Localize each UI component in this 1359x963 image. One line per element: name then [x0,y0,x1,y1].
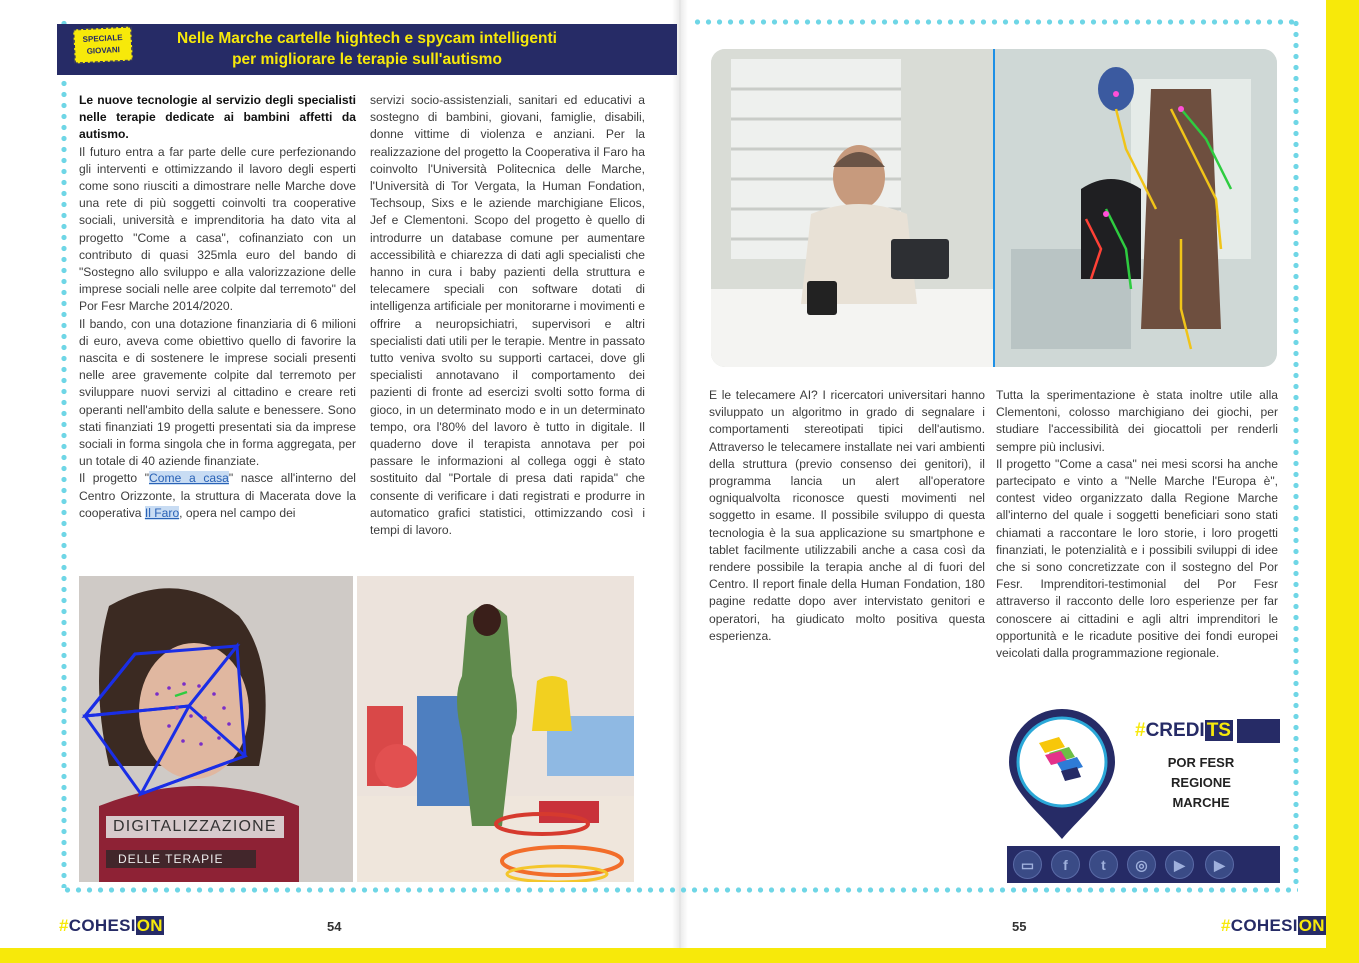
lead-paragraph: Le nuove tecnologie al servizio degli specialisti nelle terapie dedicate ai bambini affetti da autismo. [79,93,356,142]
paragraph: servizi socio-assistenziali, sanitari ed educativi a sostegno di bambini, giovani, famiglie, disabili, donne vittime di violenza e anziani. Per la realizzazione del progetto la Cooperativa il Faro ha coinvolto l'Università Politecnica delle Marche, l'Università di Tor Vergata, la Human Fondation, Techsoup, Sixs e le aziende marchigiane Elicos, Jef e Clementoni. Scopo del progetto è quello di introdurre un database comune per aumentare accessibilità e chiarezza di dati agli specialisti che hanno in cura i baby pazienti della struttura e telecamere speciali con software dotati di intelligenza artificiale per monitorarne i movimenti e offrire a neuropsichiatri, supervisori e altri specialisti dati utili per le terapie. Mentre in passato tutto veniva svolto su supporti cartacei, dove gli specialisti annotavano il comportamento dei pazienti di fronte ad esercizi svolti sotto forma di gioco, in un determinato modo e in un determinato tempo, ora l'80% del lavoro è tutto in digitale. Il quaderno dove il terapista annotava per poi passare le informazioni al collega oggi è stato sostituito dal "Portale di presa dati rapida" che consente di verificare i dati registrati e produrre in automatico grafici statistici, ottimizzando così i tempi di lavoro. [370,93,645,538]
page-number-right: 55 [1012,919,1027,934]
text-run: Il progetto " [79,471,150,486]
credits-location-pin-icon [1007,707,1117,841]
credits-tag [1133,719,1237,743]
title-line-1: Nelle Marche cartelle hightech e spycam intelligenti [177,30,557,47]
paragraph: Il progetto "Come a casa" nei mesi scorsi ha anche partecipato e vinto a "Nelle Marche l'Europa è", contest video organizzato dalla Regione Marche all'interno del quale i soggetti beneficiari sono stati chiamati a raccontare le loro storie, i loro progetti finanziati, le potenzialità e i possibili sviluppi di idee che si sono concretizzate con il sostegno del Por Fesr. Imprenditori-testimonial del Por Fesr attraverso il racconto delle loro esperienze per far conoscere ai cittadini e agli altri imprenditori le opportunità e le ricadute positive dei fondi europei veicolati dalla programmazione regionale. [996,456,1278,661]
twitter-icon[interactable]: t [1089,850,1118,879]
credits-line: POR FESR [1167,755,1235,770]
credits-line: REGIONE [1171,775,1231,790]
badge-line-2: GIOVANI [86,45,121,56]
text-column-1 [79,92,356,522]
therapy-session-photo [357,576,634,882]
instagram-icon[interactable]: ◎ [1127,850,1156,879]
social-links-bar [1007,846,1280,883]
paragraph: Tutta la sperimentazione è stata inoltre utile alla Clementoni, colosso marchigiano dei giochi, per studiare l'accessibilità dei giocattoli per renderli sempre più inclusivi. [996,388,1278,454]
speciale-giovani-badge [73,27,133,64]
credits-hash: # [1135,720,1146,741]
office-photo-illustration [711,49,1277,367]
youtube-icon[interactable]: ▶ [1165,850,1194,879]
text-run: " nasce all'interno del Centro Orizzonte, la struttura di Macerata dove la cooperativa [79,471,356,520]
credits-line: MARCHE [1172,795,1230,810]
text-run: , opera nel campo dei [179,505,296,520]
paragraph: E le telecamere AI? I ricercatori universitari hanno sviluppato un algoritmo in grado di segnalare i comportamenti stereotipati tipici dell'autismo. Attraverso le telecamere installate nei vari ambienti della struttura (previo consenso dei genitori), il programma lancia un alert all'operatore ogniqualvolta riconosce questi movimenti nel soggetto in esame. Il possibile sviluppo di questa tecnologia è la sua applicazione su smartphone e tablet facilmente utilizzabili anche a casa così da rendere possibile la terapia anche al di fuori del Centro. Il report finale della Human Fondation, 180 pagine redatte dopo aver intervistato genitori e operatori, ha giudicato molto positiva questa esperienza. [709,388,985,643]
dotted-border-left [60,78,68,888]
dotted-border-right [1292,18,1300,888]
credits-header [1133,719,1280,743]
website-icon[interactable]: ▭ [1013,850,1042,879]
logo-hash: # [1221,916,1231,935]
youtube-icon[interactable]: ▶ [1205,850,1234,879]
article-title [149,28,585,70]
credits-text [1150,753,1252,813]
credits-word: CREDI [1145,720,1205,741]
photo-caption-title: DIGITALIZZAZIONE [106,816,284,838]
logo-word: COHESI [1230,916,1298,935]
logo-hash: # [59,916,69,935]
text-column-4 [996,387,1278,662]
title-line-2: per migliorare le terapie sull'autismo [232,51,502,68]
link-come-a-casa[interactable]: Come a casa [149,471,229,486]
dotted-border-top-right [692,18,1299,26]
paragraph [79,470,356,522]
page-spine [672,0,688,948]
badge-line-1: SPECIALE [82,32,123,45]
logo-on: ON [136,916,163,935]
paragraph: Il futuro entra a far parte delle cure perfezionando gli interventi e ottimizzando il lavoro degli esperti come sono riusciti a dimostrare nelle Marche dove una rete di più soggetti coinvolti tra cooperative sociali, università e imprenditoria ha dato vita al progetto "Come a casa", cofinanziato con un contributo di quasi 325mla euro del bando di "Sostegno allo sviluppo e alla valorizzazione delle imprese sociali nelle aree colpite dal terremoto" del Por Fesr Marche 2014/2020. [79,144,356,314]
credits-word-end: TS [1206,720,1231,741]
link-il-faro[interactable]: Il Faro [144,505,180,520]
facebook-icon[interactable]: f [1051,850,1080,879]
therapy-photo-illustration [357,576,634,882]
text-column-3 [709,387,985,645]
cohesion-logo-right [1221,916,1326,936]
dotted-border-bottom [62,886,1298,894]
paragraph: Il bando, con una dotazione finanziaria di 6 milioni di euro, aveva come obiettivo quello di favorire la nascita e di sostenere le imprese sociali presenti nelle aree gravemente colpite dal terremoto per sviluppare nuovi servizi al cittadino e creare reti operanti nell'ambito della salute e benessere. Sono stati finanziati 19 progetti presentati sia da imprese sociali in forma singola che in forma aggregata, per un totale di 40 aziende finanziate. [79,316,356,469]
office-pose-tracking-photo [711,49,1277,367]
logo-on: ON [1298,916,1325,935]
page-number-left: 54 [327,919,342,934]
cohesion-logo-left [59,916,164,936]
article-title-bar [57,24,677,75]
text-column-2 [370,92,645,539]
photo-caption-subtitle: DELLE TERAPIE [106,850,256,868]
logo-word: COHESI [68,916,136,935]
face-tracking-photo [79,576,353,882]
